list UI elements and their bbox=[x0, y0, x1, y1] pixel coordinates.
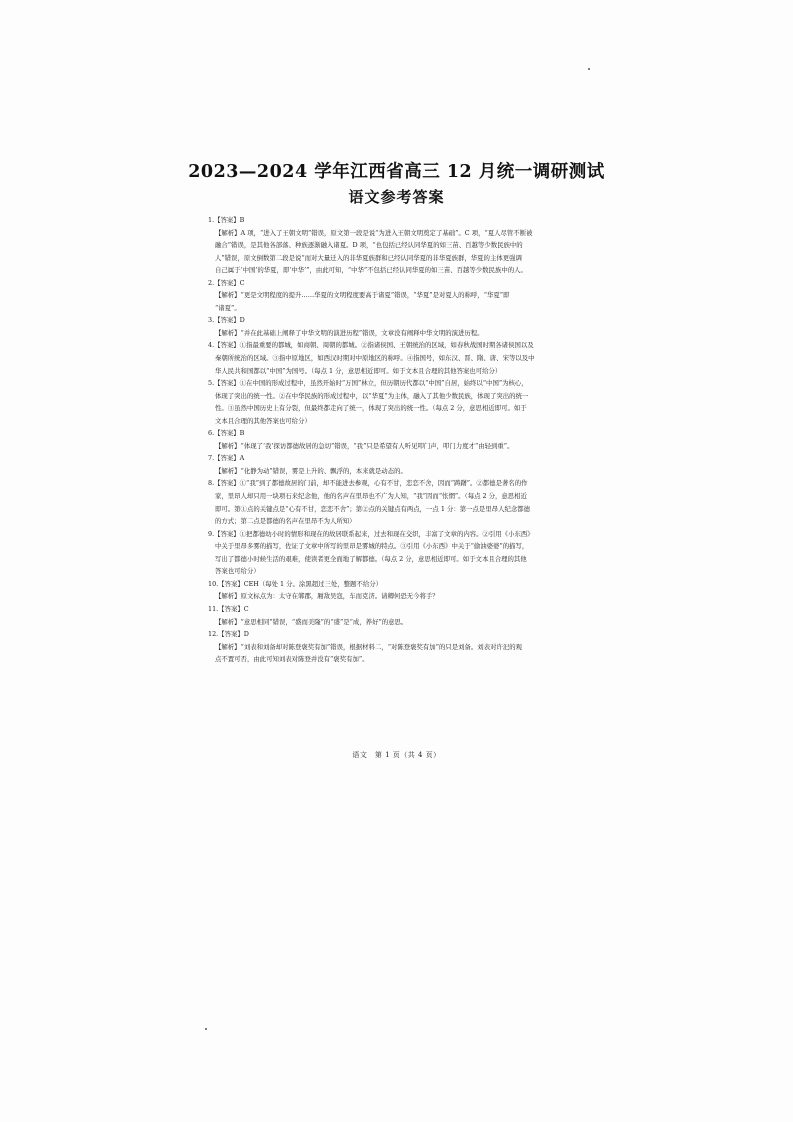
answer-line: 【解析】“体现了‘我’探访都德故居的急切”错误，“我”只是希望有人听见叩门声，叩门力度才“由轻到重”。 bbox=[215, 441, 514, 450]
answer-line: 10.【答案】CEH（每处 1 分。涂黑超过三处，整题不给分） bbox=[208, 579, 383, 588]
answer-line: 8.【答案】①“我”到了都德故居的门前，却不能进去参观，心有不甘，恋恋不舍，因而“踌躇”。②都德是著名的作 bbox=[208, 479, 528, 488]
answer-line: 【解析】“并在此基础上阐释了中华文明的演进历程”错误，文章没有阐释中华文明的演进历程。 bbox=[215, 328, 484, 337]
answer-line: 家，里昂人却只用一块项石来纪念他，他的名声在里昂也不广为人知，“我”因而“怅惘”。（每点 2 分，意思相近 bbox=[215, 492, 527, 501]
answer-line: “诸夏”。 bbox=[215, 303, 241, 312]
answer-line: 【解析】“化静为动”错误，雾是上升的、飘浮的，本来就是动态的。 bbox=[215, 466, 407, 475]
answer-line: 【解析】原文标点为：太守在郸郡，厢敌吴寇，车而克济。请卿何恐无今将手？ bbox=[215, 592, 439, 601]
answer-line: 11.【答案】C bbox=[208, 604, 249, 613]
answer-line: 人”错误，原文倒数第二段是说“而对大量迁入的非华夏族群和已经认同华夏的非华夏族群，华夏的主体更强调 bbox=[215, 253, 522, 262]
answer-line: 点不置可否，由此可知刘表对陈登并没有“褒奖有加”。 bbox=[215, 655, 369, 664]
scan-speck bbox=[205, 1028, 207, 1030]
answer-line: 中关于里昂多雾的描写，佐证了文章中所写的里昂是雾城的特点。③引用《小东西》中关于“偷油婆婆”的描写， bbox=[215, 542, 529, 551]
answer-line: 3.【答案】D bbox=[208, 316, 245, 325]
answer-line: 文本且合理的其他答案也可给分） bbox=[215, 416, 311, 425]
answer-line: 4.【答案】①指最重要的都城，如商朝、周朝的都城。②指诸侯国、王朝统治的区域，如春秋战国时期各诸侯国以及 bbox=[208, 341, 534, 350]
document-title: 2023—2024 学年江西省高三 12 月统一调研测试 bbox=[188, 162, 605, 182]
answer-line: 的方式；第二点是都德的名声在里昂不为人所知） bbox=[215, 517, 356, 526]
answer-content bbox=[208, 214, 594, 666]
answer-line: 写出了都德小时候生活的艰难，使读者更全面地了解都德。（每点 2 分，意思相近即可。如于文本且合理的其他 bbox=[215, 554, 527, 563]
scan-speck bbox=[588, 68, 590, 70]
answer-line: 12.【答案】D bbox=[208, 630, 249, 639]
answer-line: 华人民共和国都以“中国”为国号。（每点 1 分，意思相近即可。如于文本且合理的其他答案也可给分） bbox=[215, 366, 502, 375]
answer-line: 【解析】“刘表和刘备却对陈登褒奖有加”错误，根据材料二，“对陈登褒奖有加”的只是刘备。刘表对许汜的观 bbox=[215, 642, 523, 651]
answer-line: 5.【答案】①在中国的形成过程中，虽然开始时“万国”林立，但历朝历代都以“中国”自居，始终以“中国”为核心， bbox=[208, 379, 528, 388]
answer-line: 性。③虽然中国历史上有分裂，但最终都走向了统一，体现了突出的统一性。（每点 2 分，意思相近即可。如于 bbox=[215, 404, 527, 413]
answer-line: 9.【答案】①把都德幼小时的情形和现在的故居联系起来，过去和现在交织，丰富了文章的内容。②引用《小东西》 bbox=[208, 529, 534, 538]
answer-line: 7.【答案】A bbox=[208, 454, 245, 463]
answer-line: 2.【答案】C bbox=[208, 278, 245, 287]
answer-line: 体现了突出的统一性。②在中华民族的形成过程中，以“华夏”为主体，融入了其他少数民族，体现了突出的统一 bbox=[215, 391, 529, 400]
document-subtitle: 语文参考答案 bbox=[348, 188, 445, 206]
answer-line: 【解析】A 项，“进入了王朝文明”错误，原文第一段是说“为进入王朝文明奠定了基础”。C 项，“夏人尽管不断被 bbox=[215, 228, 533, 237]
answer-line: 6.【答案】B bbox=[208, 429, 245, 438]
answer-line: 【解析】“意思相同”错误，“盛而美隆”的“盛”是“成，养好”的意思。 bbox=[215, 617, 408, 626]
answer-line: 1.【答案】B bbox=[208, 216, 245, 224]
answer-line: 【解析】“更是文明程度的提升……华夏的文明程度要高于诸夏”错误，“华夏”是对夏人的称呼，“华夏”即 bbox=[215, 291, 510, 300]
answer-line: 答案也可给分） bbox=[215, 567, 260, 576]
answer-line: 融合”错误，是其他各部落、种族逐渐融入诸夏。D 项，“也包括已经认同华夏的如三苗、百越等少数民族中的 bbox=[215, 241, 523, 250]
answer-line: 自己属于‘中国’的华夏，即‘中华’”，由此可知，“中华”不包括已经认同华夏的如三苗、百越等少数民族中的人。 bbox=[215, 266, 527, 275]
answer-line: 秦朝所统治的区域。③指中原地区，如西汉时期对中原地区的称呼。④指国号，如东汉、晋、隋、唐、宋等以及中 bbox=[215, 354, 535, 363]
answer-line: 即可。第①点的关键点是“心有不甘，恋恋不舍”；第②点的关键点有两点，一点 1 分：第一点是里昂人纪念都德 bbox=[215, 504, 531, 513]
page-footer: 语文 第 1 页（共 4 页） bbox=[352, 751, 441, 759]
